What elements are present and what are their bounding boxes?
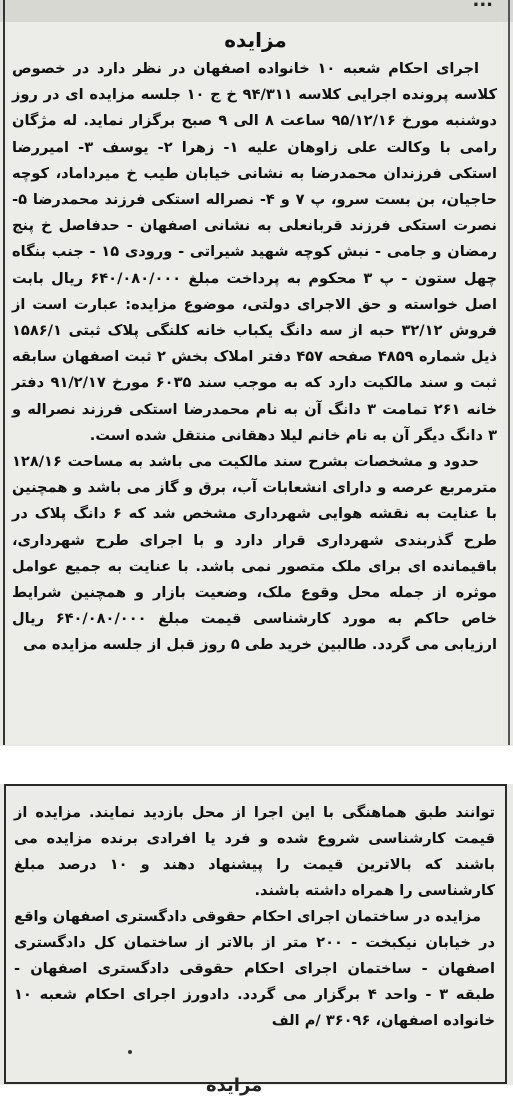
auction-notice-top [8,22,503,744]
column-rule-right [508,0,510,745]
notice-paragraph-1: اجرای احکام شعبه ۱۰ خانواده اصفهان در نظر دارد در خصوص کلاسه پرونده اجرایی کلاسه ۹۴/۳۱۱ خ ج ۱۰ جلسه مزایده ای در روز دوشنبه مورخ ۹۵/۱۲/۱۶ ساعت ۸ الی ۹ صبح برگزار نماید. له مژگان رامی با وکالت علی زاوهان علیه ۱- زهرا ۲- یوسف ۳- امیررضا استکی فرزندان محمدرضا به نشانی خیابان طیب خ میرداماد، کوچه حاجیان، بن بست سرو، پ ۷ و ۴- نصراله استکی فرزند محمدرضا ۵- نصرت استکی فرزند قربانعلی به نشانی اصفهان - حدفاصل خ پنج رمضان و جامی - نبش کوچه شهید شیراتی - ورودی ۱۵ - جنب بنگاه چهل ستون - پ ۳ محکوم به پرداخت مبلغ ۶۴۰/۰۸۰/۰۰۰ ریال بابت اصل خواسته و حق الاجرای دولتی، موضوع مزایده: عبارت است از فروش ۳۲/۱۲ حبه از سه دانگ یکباب خانه کلنگی پلاک ثبتی ۱۵۸۶/۱ ذیل شماره ۴۸۵۹ صفحه ۴۵۷ دفتر املاک بخش ۲ ثبت اصفهان سابقه ثبت و سند مالکیت دارد که به موجب سند ۶۰۳۵ مورخ ۹۱/۲/۱۷ دفتر خانه ۲۶۱ تمامت ۳ دانگ آن به نام محمدرضا استکی فرزند نصراله و ۳ دانگ دیگر آن به نام خانم لیلا دهقانی منتقل شده است. [12,60,497,444]
notice-title: مزایده [224,28,287,52]
notice-paragraph-2: حدود و مشخصات بشرح سند مالکیت می باشد به مساحت ۱۲۸/۱۶ مترمربع عرصه و دارای انشعابات آب، برق و گاز می باشد و همچنین با عنایت به نقشه هوایی شهرداری مشخص شد که ۶ دانگ پلاک در طرح گذربندی شهرداری قرار دارد و با اجرای طرح شهرداری، باقیمانده ای برای ملک متصور نمی باشد. با عنایت به جمیع عوامل موثره از جمله محل وقوع ملک، وضعیت بازار و همچنین شرایط خاص حاکم به مورد کارشناسی قیمت مبلغ ۶۴۰/۰۸۰/۰۰۰ ریال ارزیابی می گردد. طالبین خرید طی ۵ روز قبل از جلسه مزایده می [12,453,498,654]
next-notice-title-fragment: مزایده [206,1075,263,1096]
continuation-paragraph-2-text: مزایده در ساختمان اجرای احکام حقوقی دادگستری اصفهان واقع در خیابان نیکبخت - ۲۰۰ متر از بالاتر از ساختمان کل دادگستری اصفهان - ساختمان اجرای احکام حقوقی دادگستری اصفهان - طبقه ۳ - واحد ۴ برگزار می گردد. [14,908,495,1003]
continuation-paragraph-2 [14,904,495,1034]
print-speck [128,1050,132,1054]
notice-body [8,56,503,659]
auction-notice-continuation [4,784,507,1096]
continuation-body [6,786,505,1034]
column-gap [0,746,513,784]
notice-signature: دادورز اجرای احکام شعبه ۱۰ خانواده اصفهان، ۳۶۰۹۶ /م الف [14,986,495,1029]
previous-article-fragment: ... [472,0,493,11]
column-rule-left [3,0,5,745]
continuation-paragraph-1: توانند طبق هماهنگی با این اجرا از محل بازدید نمایند. مزایده از قیمت کارشناسی شروع شده و فرد یا افرادی برنده مزایده می باشند که بالاترین قیمت را پیشنهاد دهند و ۱۰ درصد مبلغ کارشناسی را همراه داشته باشند. [14,804,495,899]
previous-article-cutoff [0,0,513,22]
